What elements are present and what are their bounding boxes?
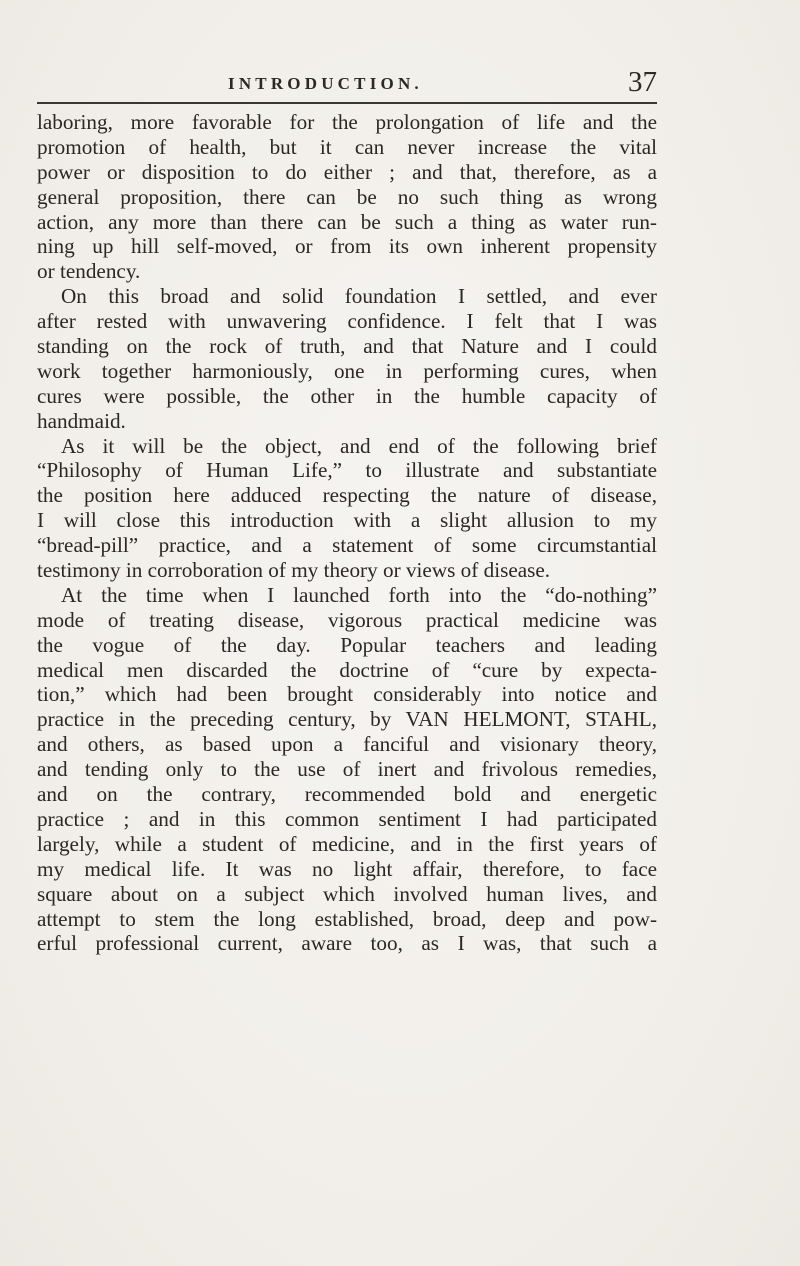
text-line: power or disposition to do either ; and that, therefore, as a [37,159,657,184]
paragraph-first-line: As it will be the object, and end of the following brief [61,433,657,458]
text-line: laboring, more favorable for the prolongation of life and the [37,110,657,134]
page-number: 37 [628,66,657,98]
text-line: “Philosophy of Human Life,” to illustrate and substantiate [37,458,657,483]
text-line: square about on a subject which involved human lives, and [37,881,657,906]
text-line: I will close this introduction with a slight allusion to my [37,508,657,533]
text-line: and others, as based upon a fanciful and visionary theory, [37,732,657,757]
text-line: or tendency. [37,259,141,284]
text-line: and tending only to the use of inert and frivolous remedies, [37,757,657,782]
text-line: ning up hill self-moved, or from its own inherent propensity [37,234,657,259]
text-line: practice in the preceding century, by VAN HELMONT, STAHL, [37,707,657,732]
body-text [37,110,657,956]
text-line: largely, while a student of medicine, and in the first years of [37,831,657,856]
text-line: practice ; and in this common sentiment I had participated [37,806,657,831]
text-line: mode of treating disease, vigorous practical medicine was [37,607,657,632]
text-line: action, any more than there can be such a thing as water run- [37,209,657,234]
text-line: “bread-pill” practice, and a statement of some circumstantial [37,533,657,558]
text-line: medical men discarded the doctrine of “cure by expecta- [37,657,657,682]
running-title: INTRODUCTION. [228,74,423,93]
text-line: and on the contrary, recommended bold and energetic [37,782,657,807]
paragraph-first-line: At the time when I launched forth into the “do-nothing” [61,582,657,607]
text-line: my medical life. It was no light affair, therefore, to face [37,856,657,881]
text-line: attempt to stem the long established, broad, deep and pow- [37,906,657,931]
text-line: cures were possible, the other in the humble capacity of [37,383,657,408]
text-line: tion,” which had been brought considerably into notice and [37,682,657,707]
text-line: promotion of health, but it can never increase the vital [37,134,657,159]
text-line: standing on the rock of truth, and that Nature and I could [37,334,657,359]
paragraph-first-line: On this broad and solid foundation I settled, and ever [61,284,657,309]
text-line: the position here adduced respecting the nature of disease, [37,483,657,508]
text-line: work together harmoniously, one in performing cures, when [37,358,657,383]
running-head [37,62,657,104]
text-line: general proposition, there can be no such thing as wrong [37,184,657,209]
text-line: erful professional current, aware too, as I was, that such a [37,931,657,956]
text-line: after rested with unwavering confidence. I felt that I was [37,309,657,334]
text-line: handmaid. [37,408,126,433]
text-line: testimony in corroboration of my theory or views of disease. [37,558,551,583]
text-line: the vogue of the day. Popular teachers and leading [37,632,657,657]
